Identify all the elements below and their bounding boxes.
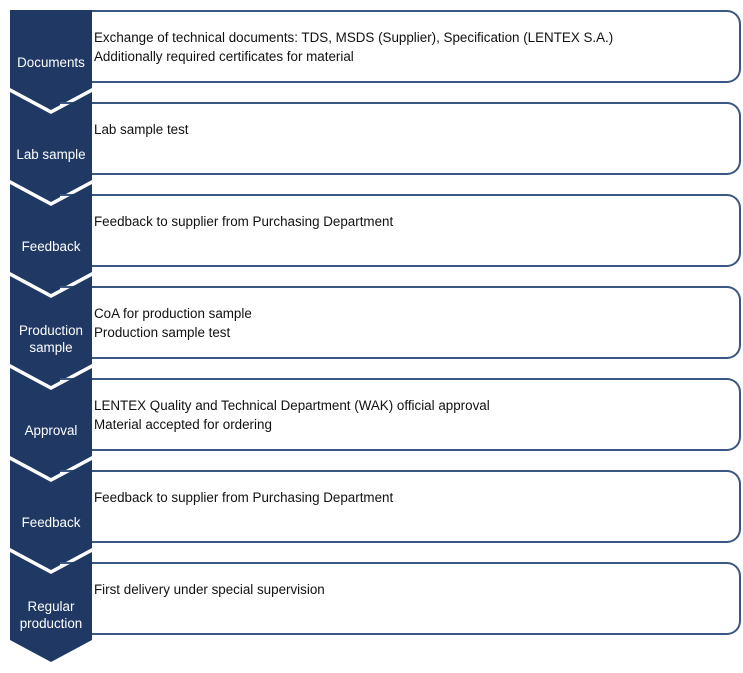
- step-label: Lab sample: [16, 147, 86, 162]
- step-box: [60, 10, 741, 83]
- step-bullet: • Material accepted for ordering: [94, 415, 739, 434]
- step-box: [60, 562, 741, 635]
- step-bullet: • Exchange of technical documents: TDS, MSDS (Supplier), Specification (LENTEX S.A.): [94, 28, 739, 47]
- step-box: [60, 102, 741, 175]
- step-bullet: • Feedback to supplier from Purchasing Department: [94, 488, 739, 507]
- step-box: [60, 194, 741, 267]
- step-bullet-list: [60, 564, 739, 599]
- step-box: [60, 378, 741, 451]
- step-bullet: • Lab sample test: [94, 120, 739, 139]
- step-label: Feedback: [21, 515, 81, 530]
- step-box: [60, 286, 741, 359]
- step-bullet: • First delivery under special supervision: [94, 580, 739, 599]
- step-bullet-list: [60, 12, 739, 66]
- step-bullet-list: [60, 380, 739, 434]
- step-label: Approval: [24, 423, 78, 438]
- step-bullet-list: [60, 196, 739, 231]
- step-bullet: • CoA for production sample: [94, 304, 739, 323]
- step-label: Regular production: [19, 599, 83, 631]
- step-box: [60, 470, 741, 543]
- step-bullet-list: [60, 288, 739, 342]
- step-label: Production sample: [18, 323, 84, 355]
- step-bullet: • Additionally required certificates for material: [94, 47, 739, 66]
- step-bullet: • Feedback to supplier from Purchasing Department: [94, 212, 739, 231]
- step-bullet-list: [60, 104, 739, 139]
- step-bullet-list: [60, 472, 739, 507]
- step-bullet: • LENTEX Quality and Technical Department (WAK) official approval: [94, 396, 739, 415]
- step-bullet: • Production sample test: [94, 323, 739, 342]
- step-label: Documents: [17, 55, 85, 70]
- step-label: Feedback: [21, 239, 81, 254]
